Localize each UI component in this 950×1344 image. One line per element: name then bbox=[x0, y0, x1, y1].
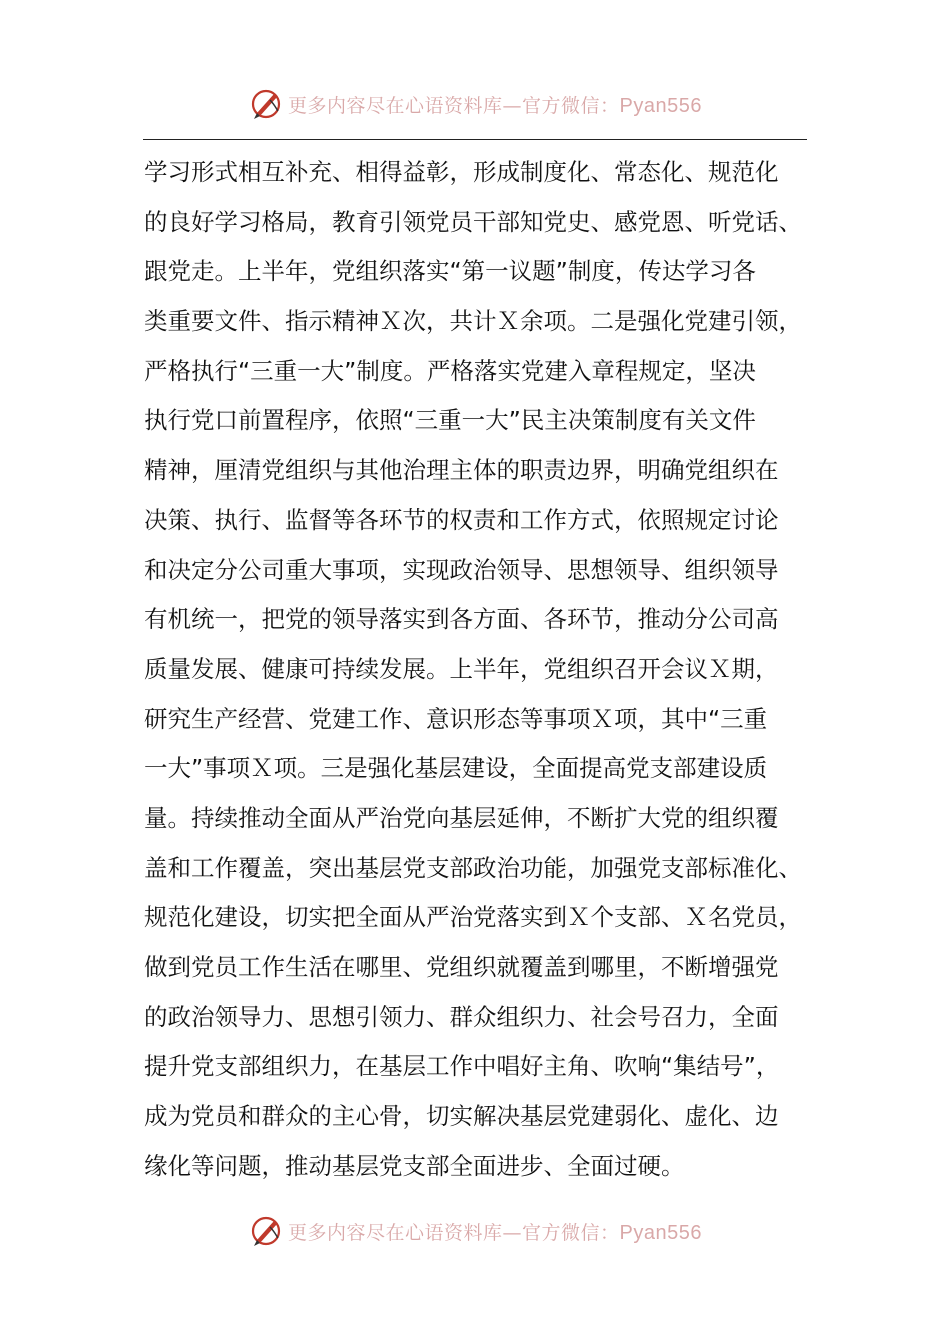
text-line: 执行党口前置程序，依照“三重一大”民主决策制度有关文件 bbox=[144, 406, 756, 435]
watermark-text: 更多内容尽在心语资料库—官方微信：Pyan556 bbox=[288, 1221, 702, 1244]
footer-watermark bbox=[0, 1211, 950, 1251]
text-line: 学习形式相互补充、相得益彰，形成制度化、常态化、规范化 bbox=[144, 158, 779, 186]
text-line: 决策、执行、监督等各环节的权责和工作方式，依照规定讨论 bbox=[144, 505, 779, 534]
pen-logo-icon bbox=[248, 1213, 284, 1249]
text-line: 精神，厘清党组织与其他治理主体的职责边界，明确党组织在 bbox=[144, 456, 779, 485]
text-line: 质量发展、健康可持续发展。上半年，党组织召开会议Ｘ期， bbox=[144, 654, 779, 683]
text-line: 规范化建设，切实把全面从严治党落实到Ｘ个支部、Ｘ名党员， bbox=[144, 903, 802, 932]
text-line: 做到党员工作生活在哪里、党组织就覆盖到哪里，不断增强党 bbox=[144, 953, 779, 981]
text-line: 提升党支部组织力，在基层工作中唱好主角、吹响“集结号”， bbox=[144, 1052, 780, 1081]
text-line: 盖和工作覆盖，突出基层党支部政治功能，加强党支部标准化、 bbox=[144, 853, 802, 882]
watermark-text: 更多内容尽在心语资料库—官方微信：Pyan556 bbox=[288, 94, 702, 117]
pen-logo-icon bbox=[248, 86, 284, 122]
text-line: 量。持续推动全面从严治党向基层延伸，不断扩大党的组织覆 bbox=[144, 803, 779, 832]
text-line: 和决定分公司重大事项，实现政治领导、思想领导、组织领导 bbox=[144, 555, 779, 584]
text-line: 的良好学习格局，教育引领党员干部知党史、感党恩、听党话、 bbox=[144, 207, 802, 236]
document-body bbox=[144, 148, 809, 1191]
text-line: 跟党走。上半年，党组织落实“第一议题”制度，传达学习各 bbox=[144, 257, 756, 286]
text-line: 有机统一，把党的领导落实到各方面、各环节，推动分公司高 bbox=[144, 605, 779, 634]
text-line: 一大”事项Ｘ项。三是强化基层建设，全面提高党支部建设质 bbox=[144, 754, 768, 783]
wechat-id: Pyan556 bbox=[619, 1221, 702, 1244]
text-line: 的政治领导力、思想引领力、群众组织力、社会号召力，全面 bbox=[144, 1002, 779, 1031]
text-line: 成为党员和群众的主心骨，切实解决基层党建弱化、虚化、边 bbox=[144, 1102, 779, 1131]
text-line: 研究生产经营、党建工作、意识形态等事项Ｘ项，其中“三重 bbox=[144, 704, 768, 733]
text-line: 类重要文件、指示精神Ｘ次，共计Ｘ余项。二是强化党建引领， bbox=[144, 307, 802, 336]
text-line: 严格执行“三重一大”制度。严格落实党建入章程规定，坚决 bbox=[144, 356, 756, 385]
header-watermark bbox=[0, 84, 950, 124]
text-line: 缘化等问题，推动基层党支部全面进步、全面过硬。 bbox=[144, 1151, 685, 1180]
header-divider bbox=[143, 139, 807, 140]
wechat-id: Pyan556 bbox=[619, 94, 702, 117]
